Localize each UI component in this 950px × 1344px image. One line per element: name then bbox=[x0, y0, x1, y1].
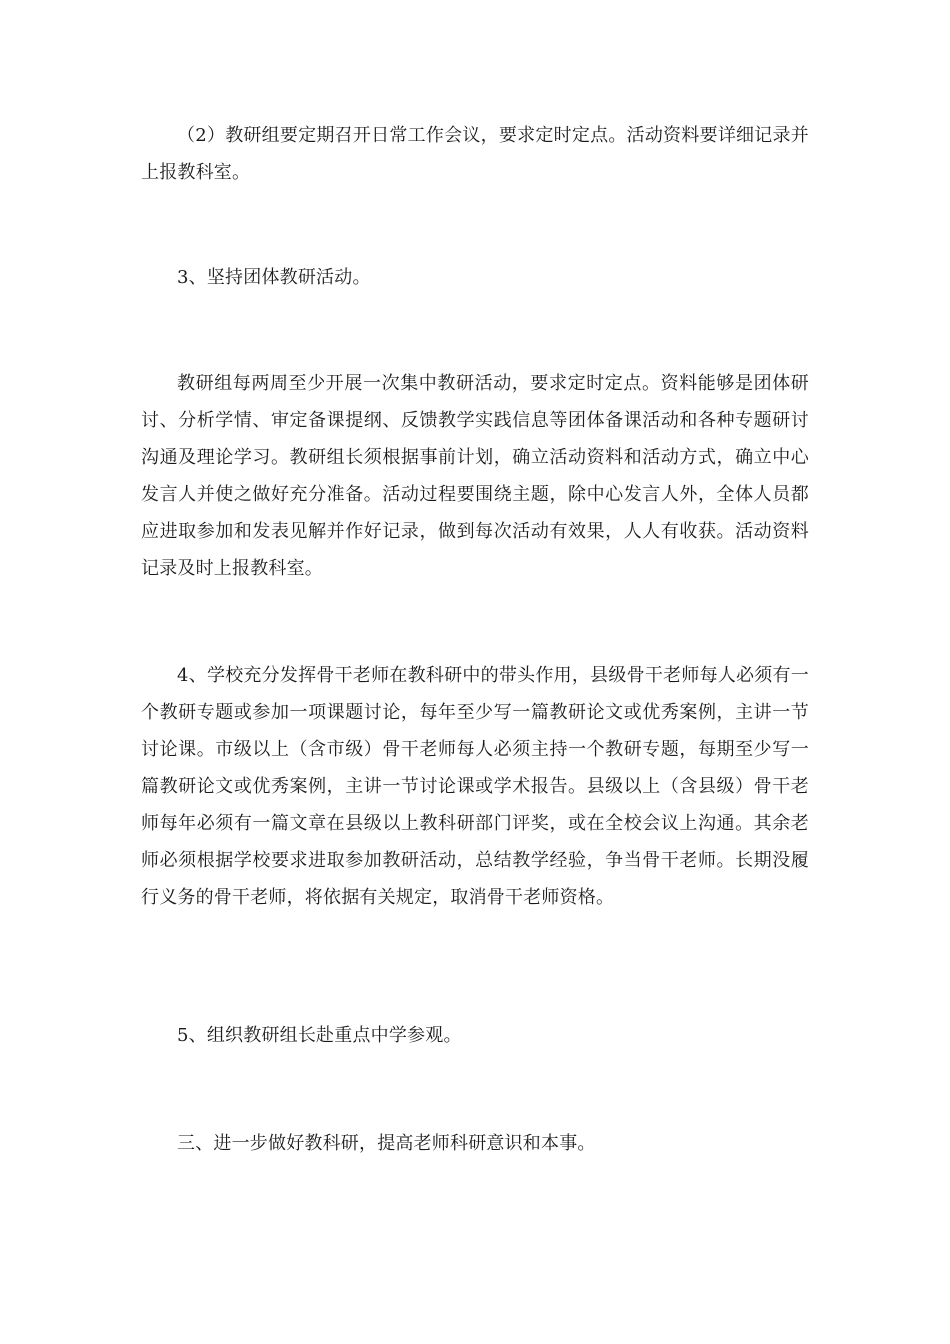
paragraph-teaching-group-meetings: （2）教研组要定期召开日常工作会议，要求定时定点。活动资料要详细记录并上报教科室。 bbox=[141, 125, 809, 183]
heading-group-research-activities: 3、坚持团体教研活动。 bbox=[177, 267, 371, 288]
section-heading-research-awareness: 三、进一步做好教科研，提高老师科研意识和本事。 bbox=[177, 1133, 596, 1154]
heading-visit-key-schools: 5、组织教研组长赴重点中学参观。 bbox=[177, 1025, 462, 1046]
paragraph-key-teachers-role: 4、学校充分发挥骨干老师在教科研中的带头作用，县级骨干老师每人必须有一个教研专题或参加一项课题讨论，每年至少写一篇教研论文或优秀案例，主讲一节讨论课。市级以上（含市级）骨干老师每人必须主持一个教研专题，每期至少写一篇教研论文或优秀案例，主讲一节讨论课或学术报告。县级以上（含县级）骨干老师每年必须有一篇文章在县级以上教科研部门评奖，或在全校会议上沟通。其余老师必须根据学校要求进取参加教研活动，总结教学经验，争当骨干老师。长期没履行义务的骨干老师，将依据有关规定，取消骨干老师资格。 bbox=[141, 665, 809, 908]
paragraph-biweekly-research: 教研组每两周至少开展一次集中教研活动，要求定时定点。资料能够是团体研讨、分析学情、审定备课提纲、反馈教学实践信息等团体备课活动和各种专题研讨沟通及理论学习。教研组长须根据事前计划，确立活动资料和活动方式，确立中心发言人并使之做好充分准备。活动过程要围绕主题，除中心发言人外，全体人员都应进取参加和发表见解并作好记录，做到每次活动有效果，人人有收获。活动资料记录及时上报教科室。 bbox=[141, 373, 809, 579]
